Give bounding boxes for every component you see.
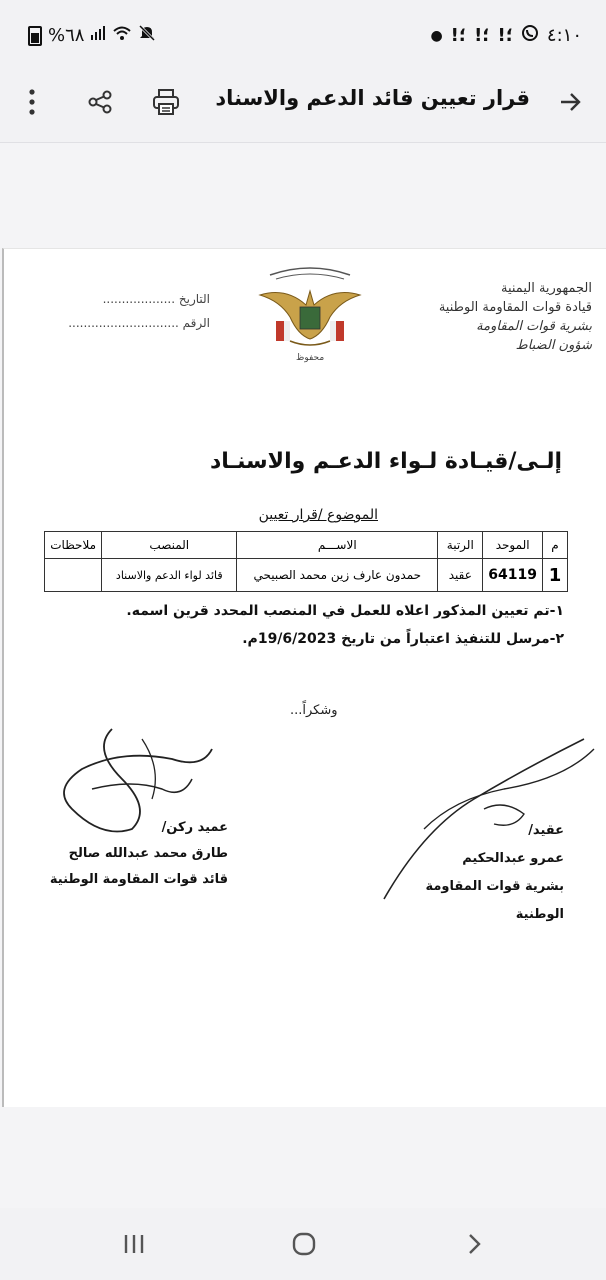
notification-icon: !؛ [450, 25, 467, 46]
col-notes-header: ملاحظات [45, 532, 102, 559]
col-position-header: المنصب [102, 532, 237, 559]
print-icon[interactable] [148, 84, 184, 120]
notification-icon: !؛ [474, 25, 490, 46]
header-right [439, 279, 592, 355]
back-arrow-icon[interactable] [552, 84, 588, 120]
col-id-header: الموحد [483, 532, 543, 559]
date-field: التاريخ ................... [102, 292, 210, 306]
document-page [2, 248, 606, 1107]
signature-right-name: عمرو عبدالحكيم [462, 851, 564, 866]
cell-position: قائد لواء الدعم والاسناد [102, 559, 237, 592]
cell-id: 64119 [483, 559, 543, 592]
col-index-header: م [543, 532, 568, 559]
battery-level: %٦٨ [48, 25, 85, 46]
battery-icon [28, 26, 42, 46]
signature-left-title: قائد قوات المقاومة الوطنية [49, 872, 228, 887]
status-left [28, 24, 156, 47]
document-viewer[interactable] [0, 143, 606, 1208]
cell-notes [45, 559, 102, 592]
signature-left [48, 815, 228, 893]
header-command: قيادة قوات المقاومة الوطنية [438, 300, 592, 315]
wifi-icon [112, 25, 132, 46]
signature-right-title: بشرية قوات المقاومة الوطنية [425, 879, 564, 922]
closing-thanks: وشكراً... [290, 703, 338, 718]
col-rank-header: الرتبة [438, 532, 483, 559]
cell-index: 1 [543, 559, 568, 592]
header-republic: الجمهورية اليمنية [500, 281, 592, 296]
signature-right [404, 817, 564, 929]
signal-icon [90, 25, 106, 46]
share-icon[interactable] [82, 84, 118, 120]
subject-line: الموضوع /قرار تعيين [258, 507, 378, 523]
status-time: ٤:١٠ [546, 25, 582, 46]
assignment-table [44, 531, 568, 592]
signature-right-rank: عقيد/ [528, 823, 564, 838]
whatsapp-icon [521, 24, 539, 47]
reference-field: الرقم ............................. [68, 316, 210, 330]
app-bar [0, 64, 606, 143]
header-officers: شؤون الضباط [515, 338, 592, 353]
notification-icon: !؛ [497, 25, 513, 46]
recent-apps-icon[interactable] [114, 1226, 154, 1262]
col-name-header: الاســـم [237, 532, 438, 559]
emblem-caption: محفوظ [296, 353, 325, 363]
status-right [430, 24, 582, 47]
table-header-row [45, 532, 568, 559]
cell-rank: عقيد [438, 559, 483, 592]
signature-left-rank: عميد ركن/ [161, 820, 228, 835]
cell-name: حمدون عارف زين محمد الصبيحي [237, 559, 438, 592]
home-icon[interactable] [284, 1226, 324, 1262]
table-row [45, 559, 568, 592]
more-vert-icon[interactable] [14, 84, 50, 120]
clause-2: ٢-مرسل للتنفيذ اعتباراً من تاريخ 19/6/2023م. [242, 631, 564, 647]
signature-left-name: طارق محمد عبدالله صالح [68, 846, 228, 861]
page-title: قرار تعيين قائد الدعم والاسناد [215, 86, 530, 110]
clause-1: ١-تم تعيين المذكور اعلاه للعمل في المنصب المحدد قرين اسمه. [126, 603, 564, 619]
addressee-line: إلـى/قيـادة لـواء الدعـم والاسنـاد [210, 449, 562, 474]
dot-icon: ● [430, 27, 443, 44]
header-personnel: بشرية قوات المقاومة [476, 319, 592, 334]
mute-icon [138, 24, 156, 47]
status-bar [0, 0, 606, 64]
header-left [30, 287, 210, 335]
navigation-bar [0, 1208, 606, 1280]
eagle-emblem-icon [256, 261, 364, 361]
back-icon[interactable] [454, 1226, 494, 1262]
